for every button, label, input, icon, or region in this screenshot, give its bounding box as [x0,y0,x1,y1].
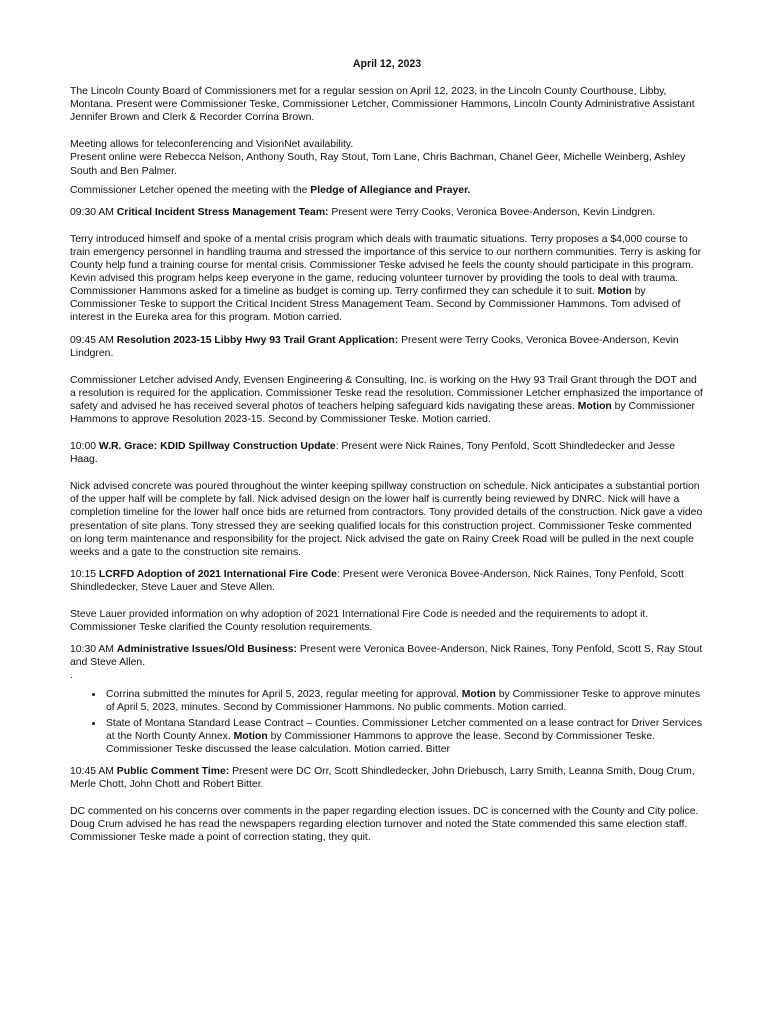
meeting-date: April 12, 2023 [352,58,422,70]
section-time: 09:30 AM [70,206,117,218]
section-time: 10:45 AM [70,765,117,777]
section-title: Critical Incident Stress Management Team: [116,206,329,218]
opening-paragraph [70,184,704,197]
body-text: Terry introduced himself and spoke of a mental crisis program which deals with traumatic situations. Terry proposes a $4,000 course to train emergency personnel in handling trauma and stressed the importance of this service to our northern communities. Terry is asking for County help fund a training course for mental crisis. Commissioner Teske advised he feels the county should participate in this program. Kevin advised this program helps keep everyone in the game, reducing volunteer turnover by providing the tools to deal with trauma. Commissioner Hammons asked for a timeline as budget is coming up. Terry confirmed they can schedule it to suit. [70,233,702,298]
section-present: : Present were Nick Raines, Tony Penfold, Scott Shindledecker and Jesse Haag. [70,441,676,466]
motion-label: Motion [577,400,612,412]
section-present: : Present were Veronica Bovee-Anderson, Nick Raines, Tony Penfold, Scott Shindledecker, Steve Lauer and Steve Allen. [70,568,684,593]
section-time: 09:45 AM [70,334,117,346]
section-present: Present were Terry Cooks, Veronica Bovee-Anderson, Kevin Lindgren. [328,206,656,218]
opening-text: Commissioner Letcher opened the meeting with the [70,184,311,196]
section-time: 10:15 [70,568,99,580]
section-admin-heading [70,643,704,669]
bullet-text: State of Montana Standard Lease Contract – Counties. Commissioner Letcher commented on a lease contract for Driver Services at the North County Annex. [106,717,703,742]
section-resolution-body [70,374,704,426]
body-text: by Commissioner Hammons to approve Resolution 2023-15. Second by Commissioner Teske. Motion carried. [70,400,695,425]
stray-dot: . [70,670,73,682]
section-resolution-heading [70,334,704,360]
section-present: Present were DC Orr, Scott Shindledecker, John Driebusch, Larry Smith, Leanna Smith, Doug Crum, Merle Chott, John Chott and Robert Bitter. [70,765,695,790]
section-cism-body [70,233,704,325]
minutes-page [70,58,704,844]
bullet-text: Corrina submitted the minutes for April 5, 2023, regular meeting for approval. [106,689,462,701]
list-item [104,717,704,756]
section-wr-grace-body: Nick advised concrete was poured throughout the winter keeping spillway construction on schedule. Nick anticipates a substantial portion of the upper half will be complete by fall. Nick advised design on the lower half is currently being reviewed by DNRC. Nick will have a completion timeline for the lower half once bids are returned from contractors. Tony provided details of the construction. Nick gave a video presentation of site plans. Tony stressed they are seeking qualified locals for this construction project. Commissioner Teske commented on long term maintenance and responsibility for the project. Nick advised the gate on Rainy Creek Road will be pulled in the next couple weeks and a gate to the construction site remains. [70,481,703,558]
body-text: by Commissioner Teske to support the Critical Incident Stress Management Team. Second by Commissioner Hammons. Tom advised of interest in the Eureka area for this program. Motion carried. [70,286,681,324]
bullet-text: by Commissioner Hammons to approve the lease. Second by Commissioner Teske. Commissioner Teske discussed the lease calculation. Motion carried. Bitter [106,730,656,755]
motion-label: Motion [461,689,496,701]
motion-label: Motion [233,730,268,742]
list-item [104,688,704,714]
section-title: LCRFD Adoption of 2021 International Fire Code [98,568,337,580]
body-text: Commissioner Letcher advised Andy, Evensen Engineering & Consulting, Inc. is working on the Hwy 93 Trail Grant through the DOT and a resolution is required for the application. Commissioner Teske read the resolution. Commissioner Letcher emphasized the importance of safety and advised he has received several photos of teachers helping safeguard kids navigating these areas. [70,374,703,412]
motion-label: Motion [597,286,632,298]
teleconference-note: Meeting allows for teleconferencing and VisionNet availability. [70,139,354,151]
section-title: Administrative Issues/Old Business: [116,644,297,656]
section-title: Public Comment Time: [116,765,230,777]
online-attendees: Present online were Rebecca Nelson, Anthony South, Ray Stout, Tom Lane, Chris Bachman, Chanel Geer, Michelle Weinberg, Ashley South and Ben Palmer. [70,152,686,177]
section-present: Present were Terry Cooks, Veronica Bovee-Anderson, Kevin Lindgren. [70,334,679,359]
admin-bullet-list [70,688,704,755]
section-time: 10:30 AM [70,644,117,656]
section-title: Resolution 2023-15 Libby Hwy 93 Trail Grant Application: [116,334,399,346]
section-fire-code-body: Steve Lauer provided information on why adoption of 2021 International Fire Code is needed and the requirements to adopt it. Commissioner Teske clarified the County resolution requirements. [70,609,649,634]
bullet-text: by Commissioner Teske to approve minutes of April 5, 2023, minutes. Second by Commissioner Hammons. No public comments. Motion carried. [106,689,701,714]
section-wr-grace-heading [70,440,704,466]
section-present: Present were Veronica Bovee-Anderson, Nick Raines, Tony Penfold, Scott S, Ray Stout and Steve Allen. [70,644,703,669]
section-title: W.R. Grace: KDID Spillway Construction Update [98,441,336,453]
section-time: 10:00 [70,441,99,453]
section-fire-code-heading [70,568,704,594]
section-public-comment-heading [70,765,704,791]
section-public-comment-body: DC commented on his concerns over comments in the paper regarding election issues. DC is concerned with the County and City police. Doug Crum advised he has read the newspapers regarding election turnover and noted the State commended this same election staff. Commissioner Teske made a point of correction stating, they quit. [70,806,699,844]
section-cism-heading [70,206,704,219]
intro-paragraph: The Lincoln County Board of Commissioners met for a regular session on April 12, 2023, in the Lincoln County Courthouse, Libby, Montana. Present were Commissioner Teske, Commissioner Letcher, Commissioner Hammons, Lincoln County Administrative Assistant Jennifer Brown and Clerk & Recorder Corrina Brown. [70,86,695,124]
opening-bold: Pledge of Allegiance and Prayer. [310,184,471,196]
